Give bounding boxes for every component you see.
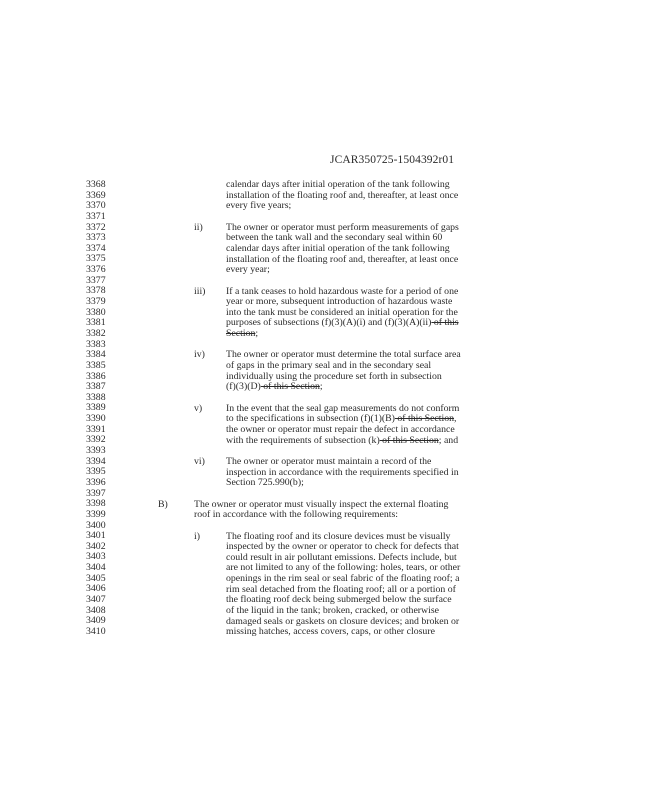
line-number: 3385 [86,359,106,371]
item-label-iii: iii) [194,285,206,297]
line-number: 3401 [86,530,106,542]
paragraph-continuation [226,180,458,212]
text-line: Section 725.990(b); [226,477,304,489]
struck-text: Section [226,328,256,340]
text-line: of gaps in the primary seal and in the secondary seal [226,360,432,372]
line-number: 3398 [86,498,106,510]
line-number: 3409 [86,615,106,627]
line-number: 3394 [86,455,106,467]
line-number: 3405 [86,572,106,584]
item-label-v: v) [194,402,203,414]
item-label-iv: iv) [194,349,205,361]
item-label-vi: vi) [194,455,205,467]
text-line: The owner or operator must perform measurements of gaps [226,221,459,233]
text-line: installation of the floating roof and, thereafter, at least once [226,189,459,201]
line-number: 3381 [86,317,106,329]
text-line: calendar days after initial operation of the tank following [226,179,450,190]
line-number: 3406 [86,583,106,595]
line-number: 3383 [86,338,106,350]
text-segment: to the specifications in subsection (f)(1)(B) [226,413,395,425]
text-line: into the tank must be considered an initial operation for the [226,306,458,318]
line-number: 3395 [86,466,106,478]
line-number: 3410 [86,625,106,637]
text-line: every five years; [226,200,292,212]
struck-text: of this Section [394,413,455,425]
line-numbers [86,180,126,638]
line-number: 3369 [86,189,106,201]
text-line: The floating roof and its closure devices must be visually [226,530,451,542]
text-line [226,318,459,329]
line-number: 3392 [86,434,106,446]
text-line: In the event that the seal gap measurements do not conform [226,402,460,414]
paragraph-iv [226,350,461,393]
text-line: rim seal detached from the floating roof; all or a portion of [226,583,456,595]
paragraph-B [194,500,448,521]
paragraph-v [226,404,459,447]
line-number: 3391 [86,423,106,435]
line-number: 3372 [86,221,106,233]
text-line [226,382,461,393]
text-segment: ; and [438,434,459,446]
text-line: are not limited to any of the following: holes, tears, or other [226,562,461,574]
text-segment: ; [255,328,259,340]
line-number: 3393 [86,445,106,457]
text-line [226,436,459,447]
text-line: inspected by the owner or operator to check for defects that [226,541,459,553]
line-number: 3388 [86,391,106,403]
text-line: The owner or operator must maintain a record of the [226,455,432,467]
line-number: 3370 [86,200,106,212]
document-id: JCAR350725-1504392r01 [330,154,455,166]
line-number: 3404 [86,562,106,574]
line-number: 3378 [86,285,106,297]
text-segment: ; [319,381,323,393]
text-line: between the tank wall and the secondary seal within 60 [226,232,443,244]
line-number: 3390 [86,413,106,425]
paragraph-iii [226,287,459,340]
text-line: the floating roof deck being submerged below the surface [226,594,452,606]
text-line: of the liquid in the tank; broken, cracked, or otherwise [226,604,440,616]
struck-text: of this Section [260,381,320,393]
line-number: 3368 [86,179,106,190]
item-label-B-i: i) [194,530,200,542]
item-label-B: B) [158,498,168,510]
line-number: 3402 [86,540,106,552]
text-line: the owner or operator must repair the defect in accordance [226,423,455,435]
text-line: calendar days after initial operation of the tank following [226,242,450,254]
text-line: installation of the floating roof and, thereafter, at least once [226,253,459,265]
struck-text: of this [431,317,459,329]
line-number: 3371 [86,210,106,222]
text-line: The owner or operator must visually inspect the external floating [194,498,449,510]
text-line: openings in the rim seal or seal fabric of the floating roof; a [226,573,460,585]
line-number: 3387 [86,381,106,393]
text-line: inspection in accordance with the requirements specified in [226,466,459,478]
line-number: 3400 [86,519,106,531]
paragraph-vi [226,457,459,489]
struck-text: of this Section [379,434,439,446]
line-number: 3396 [86,476,106,488]
line-number: 3379 [86,296,106,308]
line-number: 3389 [86,402,106,414]
text-segment: with the requirements of subsection (k) [226,434,380,446]
text-segment: (f)(3)(D) [226,381,261,393]
paragraph-ii [226,223,459,276]
paragraph-B-i [226,532,460,638]
text-line: missing hatches, access covers, caps, or other closure [226,626,435,638]
line-number: 3384 [86,349,106,361]
line-number: 3407 [86,593,106,605]
line-number: 3380 [86,306,106,318]
line-number: 3377 [86,274,106,286]
line-number: 3403 [86,551,106,563]
text-line: could result in air pollutant emissions. Defects include, but [226,551,457,563]
line-number: 3374 [86,242,106,254]
line-number: 3397 [86,487,106,499]
text-line: If a tank ceases to hold hazardous waste for a period of one [226,285,459,297]
line-number: 3382 [86,327,106,339]
line-number: 3375 [86,253,106,265]
text-line: roof in accordance with the following requirements: [194,509,399,521]
text-line: every year; [226,264,270,276]
line-number: 3376 [86,264,106,276]
text-segment: , [454,413,457,425]
line-number: 3386 [86,370,106,382]
text-line: damaged seals or gaskets on closure devices; and broken or [226,615,460,627]
line-number: 3399 [86,508,106,520]
text-line: year or more, subsequent introduction of hazardous waste [226,296,453,308]
text-line: individually using the procedure set forth in subsection [226,370,442,382]
line-number: 3373 [86,232,106,244]
text-line [226,329,459,340]
text-segment: purposes of subsections (f)(3)(A)(i) and (f)(3)(A)(ii) [226,317,432,329]
line-number: 3408 [86,604,106,616]
text-line: The owner or operator must determine the total surface area [226,349,461,361]
item-label-ii: ii) [194,221,203,233]
